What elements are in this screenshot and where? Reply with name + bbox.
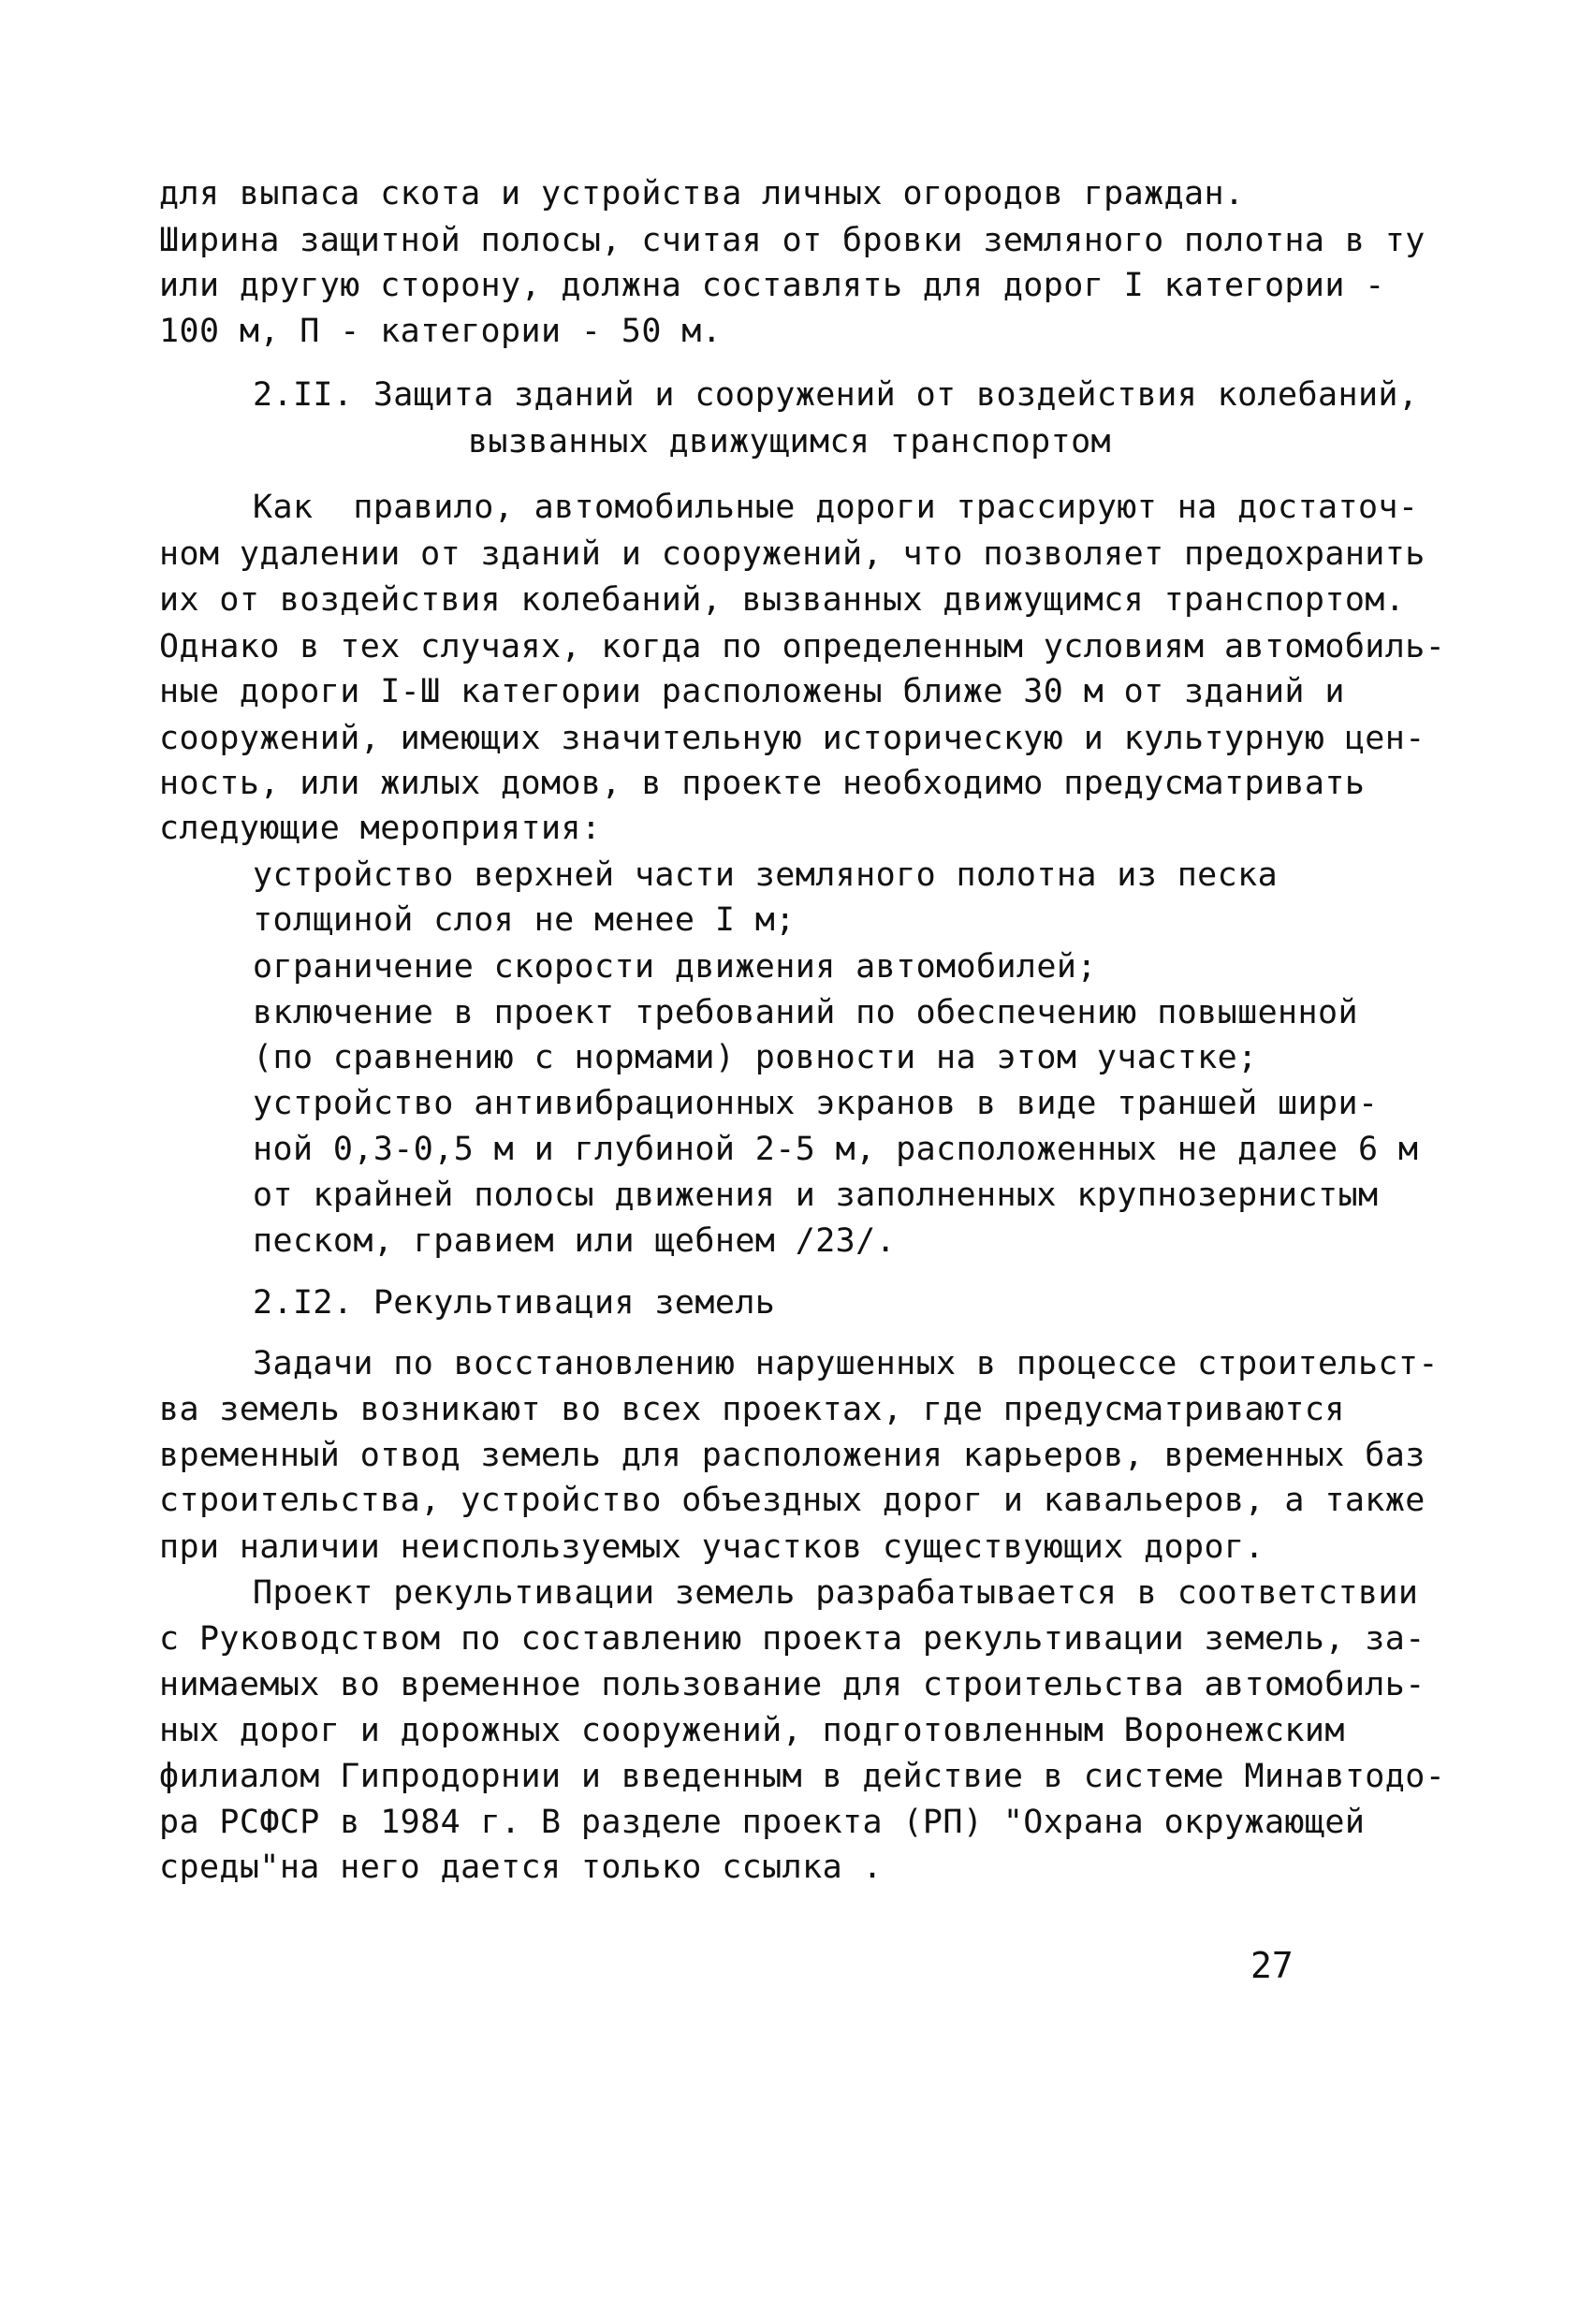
section-heading-2-11-continued: вызванных движущимся транспортом bbox=[467, 423, 1112, 460]
text-line: Задачи по восстановлению нарушенных в процессе строительст- bbox=[253, 1345, 1439, 1382]
text-line: или другую сторону, должна составлять для дорог I категории - bbox=[159, 267, 1385, 304]
text-line: временный отвод земель для расположения карьеров, временных баз bbox=[159, 1437, 1425, 1474]
text-line: филиалом Гипродорнии и введенным в действие в системе Минавтодо- bbox=[159, 1758, 1446, 1795]
text-line: строительства, устройство объездных дорог и кавальеров, а также bbox=[159, 1482, 1425, 1519]
text-line: сооружений, имеющих значительную историческую и культурную цен- bbox=[159, 720, 1425, 757]
text-line: ра РСФСР в 1984 г. В разделе проекта (РП) "Охрана окружающей bbox=[159, 1804, 1366, 1841]
list-item-line: (по сравнению с нормами) ровности на этом участке; bbox=[253, 1039, 1258, 1076]
list-item-line: устройство верхней части земляного полотна из песка bbox=[253, 856, 1279, 894]
section-heading-2-12: 2.I2. Рекультивация земель bbox=[253, 1284, 776, 1322]
page-number: 27 bbox=[1250, 1945, 1294, 1986]
text-line: ность, или жилых домов, в проекте необходимо предусматривать bbox=[159, 765, 1366, 802]
text-line: 100 м, П - категории - 50 м. bbox=[159, 313, 723, 350]
list-item-line: ной 0,3-0,5 м и глубиной 2-5 м, расположенных не далее 6 м bbox=[253, 1131, 1419, 1168]
text-line: ном удалении от зданий и сооружений, что позволяет предохранить bbox=[159, 535, 1425, 573]
list-item-line: включение в проект требований по обеспечению повышенной bbox=[253, 994, 1358, 1031]
text-line: ва земель возникают во всех проектах, где предусматриваются bbox=[159, 1391, 1345, 1428]
text-line: их от воздействия колебаний, вызванных движущимся транспортом. bbox=[159, 581, 1406, 619]
text-line: ные дороги I-Ш категории расположены ближе 30 м от зданий и bbox=[159, 673, 1345, 710]
list-item-line: толщиной слоя не менее I м; bbox=[253, 901, 796, 939]
text-line: нимаемых во временное пользование для строительства автомобиль- bbox=[159, 1666, 1425, 1703]
text-line: Однако в тех случаях, когда по определенным условиям автомобиль- bbox=[159, 628, 1446, 665]
list-item-line: ограничение скорости движения автомобилей; bbox=[253, 948, 1097, 986]
text-line: Ширина защитной полосы, считая от бровки земляного полотна в ту bbox=[159, 222, 1425, 259]
list-item-line: устройство антивибрационных экранов в виде траншей шири- bbox=[253, 1085, 1379, 1122]
list-item-line: песком, гравием или щебнем /23/. bbox=[253, 1222, 897, 1260]
text-line: Как правило, автомобильные дороги трассируют на достаточ- bbox=[253, 489, 1419, 526]
text-line: ных дорог и дорожных сооружений, подготовленным Воронежским bbox=[159, 1712, 1345, 1749]
text-line: следующие мероприятия: bbox=[159, 810, 602, 847]
section-heading-2-11: 2.II. Защита зданий и сооружений от воздействия колебаний, bbox=[253, 376, 1419, 414]
text-line: для выпаса скота и устройства личных огородов граждан. bbox=[159, 175, 1245, 212]
list-item-line: от крайней полосы движения и заполненных крупнозернистым bbox=[253, 1177, 1379, 1214]
text-line: среды"на него дается только ссылка . bbox=[159, 1849, 883, 1886]
text-line: Проект рекультивации земель разрабатывается в соответствии bbox=[253, 1574, 1419, 1612]
text-line: при наличии неиспользуемых участков существующих дорог. bbox=[159, 1528, 1265, 1566]
text-line: с Руководством по составлению проекта рекультивации земель, за- bbox=[159, 1620, 1425, 1658]
